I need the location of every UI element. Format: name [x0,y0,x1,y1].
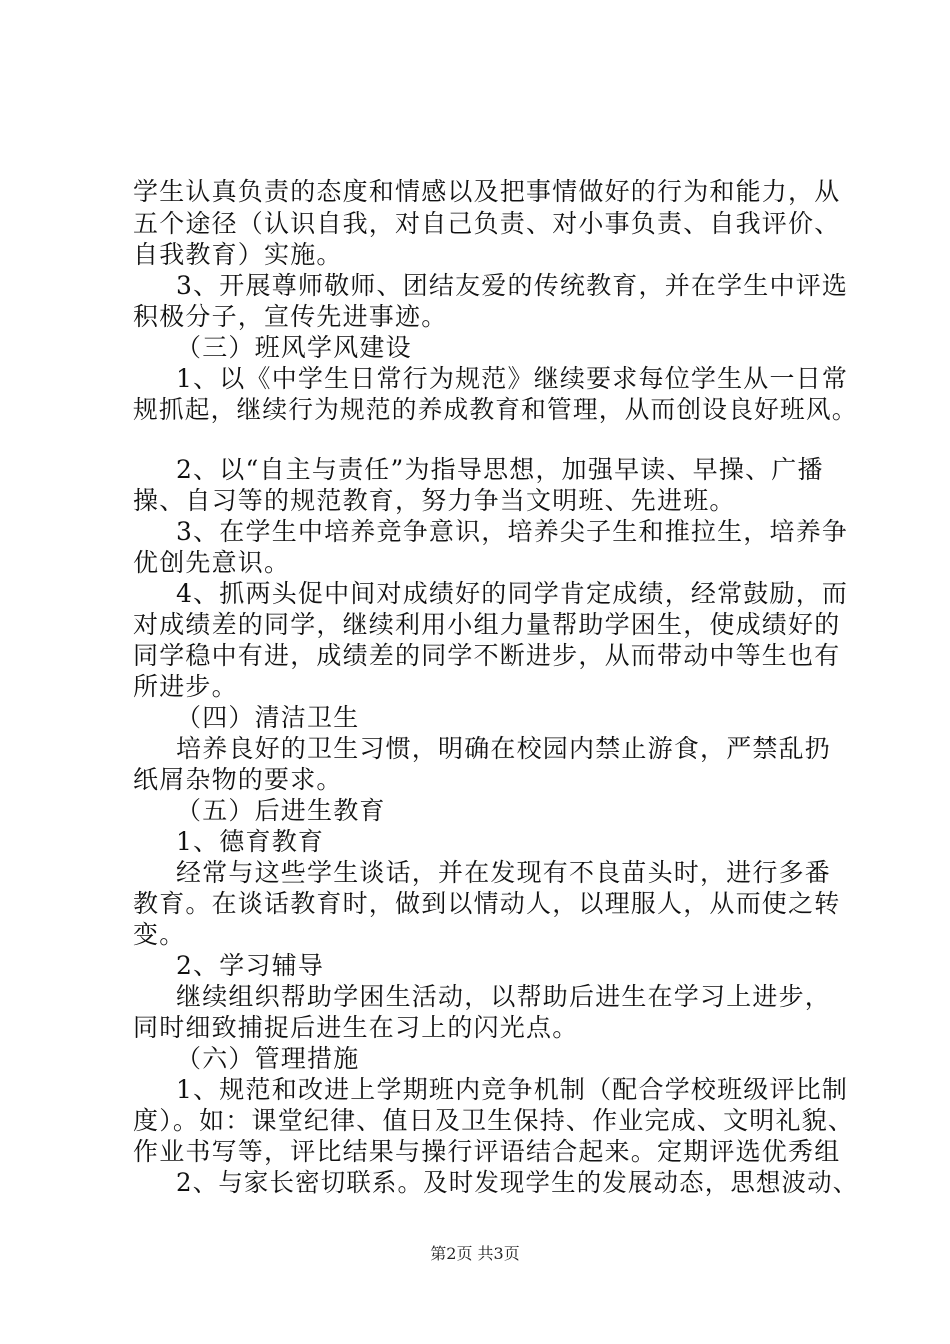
paragraph-line: 操、自习等的规范教育，努力争当文明班、先进班。 [133,486,736,515]
paragraph-line: 作业书写等，评比结果与操行评语结合起来。定期评选优秀组 [133,1137,841,1166]
paragraph-line: 教育。在谈话教育时，做到以情动人，以理服人，从而使之转 [133,889,841,918]
paragraph-line: 变。 [133,920,186,949]
paragraph-line: 自我教育）实施。 [133,240,343,269]
paragraph-line: 经常与这些学生谈话，并在发现有不良苗头时，进行多番 [176,858,832,887]
section-heading: （四）清洁卫生 [176,703,360,732]
paragraph-line: 纸屑杂物的要求。 [133,765,343,794]
paragraph-line: 度）。如：课堂纪律、值日及卫生保持、作业完成、文明礼貌、 [133,1106,855,1135]
page-footer: 第2页 共3页 [430,1244,520,1263]
paragraph-line: 1、规范和改进上学期班内竞争机制（配合学校班级评比制 [176,1075,849,1104]
paragraph-line: 规抓起，继续行为规范的养成教育和管理，从而创设良好班风。 [133,395,858,424]
section-heading: （三）班风学风建设 [176,333,412,362]
paragraph-line: 2、以“自主与责任”为指导思想，加强早读、早操、广播 [176,455,824,484]
paragraph-line: 优创先意识。 [133,548,291,577]
paragraph-line: 3、开展尊师敬师、团结友爱的传统教育，并在学生中评选 [176,271,849,300]
section-heading: （五）后进生教育 [176,796,386,825]
paragraph-line: 对成绩差的同学，继续利用小组力量帮助学困生，使成绩好的 [133,610,841,639]
paragraph-line: 同学稳中有进，成绩差的同学不断进步，从而带动中等生也有 [133,641,841,670]
subsection-heading: 2、学习辅导 [176,951,325,980]
paragraph-line: 同时细致捕捉后进生在习上的闪光点。 [133,1013,579,1042]
paragraph-line: 3、在学生中培养竞争意识，培养尖子生和推拉生，培养争 [176,517,849,546]
paragraph-line: 积极分子，宣传先进事迹。 [133,302,448,331]
paragraph-line: 学生认真负责的态度和情感以及把事情做好的行为和能力，从 [133,177,841,206]
paragraph-line: 培养良好的卫生习惯，明确在校园内禁止游食，严禁乱扔 [176,734,832,763]
section-heading: （六）管理措施 [176,1044,360,1073]
paragraph-line: 所进步。 [133,672,238,701]
subsection-heading: 1、德育教育 [176,827,325,856]
paragraph-line: 2、与家长密切联系。及时发现学生的发展动态，思想波动、 [176,1168,859,1197]
paragraph-line: 继续组织帮助学困生活动，以帮助后进生在学习上进步， [176,982,832,1011]
paragraph-line: 4、抓两头促中间对成绩好的同学肯定成绩，经常鼓励，而 [176,579,849,608]
paragraph-line: 1、以《中学生日常行为规范》继续要求每位学生从一日常 [176,364,849,393]
paragraph-line: 五个途径（认识自我，对自己负责、对小事负责、自我评价、 [133,209,841,238]
